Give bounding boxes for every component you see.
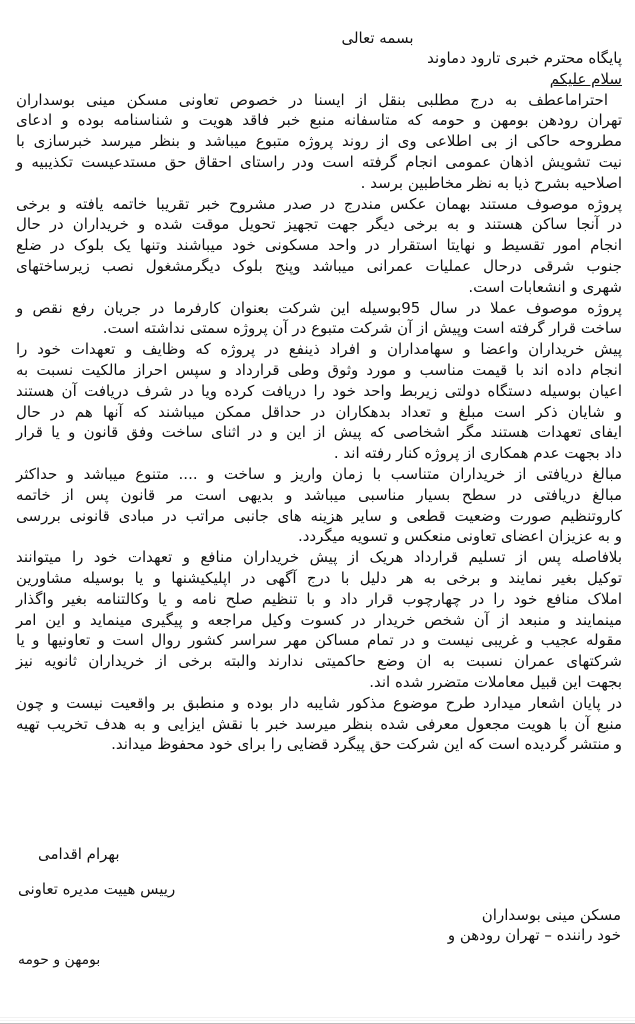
paragraph-line: مینمایند و منبعد از آن شخص خریدار در کسوت وکیل مراجعه و پیگیری مینماید و این امر [16, 610, 622, 629]
organization-line-1: مسکن مینی بوسداران [481, 906, 621, 924]
paragraph [16, 90, 622, 194]
invocation-heading [0, 28, 635, 48]
paragraph-line: نیت تشویش اذهان عمومی انجام گرفته است ودر راستای احقاق حق مستدعیست تکذیبیه و [16, 152, 622, 171]
paragraph-line: و منتشر گردیده است که این شرکت حق پیگرد قضایی را برای خود محفوظ میداند. [111, 735, 622, 754]
paragraph-line: منبع آن با هویت مجعول معرفی شده بنظر میرسد خبر با نقش ایزایی و به هدف تخریب تهیه [16, 714, 622, 733]
paragraph-line: و شایان ذکر است مبلغ و تعداد بدهکاران در حداقل ممکن میباشند که آنها هم در حال [16, 402, 622, 421]
paragraph-line: پیش خریداران واعضا و سهامداران و افراد ذینفع در پروژه که وظایف و تعهدات خود را [16, 340, 622, 359]
paragraph-line: جنوب شرقی درحال عملیات عمرانی میباشد وپنج بلوک دیگرمشغول نصب زیرساختهای [16, 256, 622, 275]
paragraph [16, 194, 622, 298]
paragraph-line: و به عزیزان اعضای تعاونی منعکس و تسویه میگردد. [297, 527, 622, 546]
paragraph-line: بجهت این قبیل معاملات متضرر شده اند. [369, 672, 622, 691]
paragraph-line: احتراماعطف به درج مطلبی بنقل از ایسنا در خصوص تعاونی مسکن مینی بوسداران [16, 90, 608, 109]
paragraph-line: مبالغ دریافتی در سطح بسیار مناسبی میباشد و بدیهی است مر قانون پس از خاتمه [16, 485, 622, 504]
paragraph-line: مطروحه حاکی از بی اطلاعی وی از روند پروژه متبوع میباشد و بنظر میرسد خبرسازی با [16, 132, 622, 151]
paragraph [16, 693, 622, 755]
paragraph-line: پروژه موصوف عملا در سال 95بوسیله این شرکت بعنوان کارفرما در جریان رفع نقص و [16, 298, 622, 317]
paragraph-line: انجام داده اند با قیمت مناسب و مورد وثوق وطی قرارداد و سپس احراز مالکیت نسبت به [16, 360, 622, 379]
paragraph-line: تهران رودهن بومهن و حومه که متاسفانه منبع خبر فاقد هویت و شناسنامه بوده و ادعای [16, 111, 622, 130]
paragraph [16, 298, 622, 340]
paragraph-line: املاک منافع خود را در چهارچوب قرار داد و با تنظیم صلح نامه و یا وکالتنامه بغیر واگذار [16, 589, 622, 608]
paragraph-line: توکیل بغیر نمایند و برخی به هر دلیل با درج آگهی در اپلیکیشنها و یا بوسیله مشاورین [16, 568, 622, 587]
paragraph-line: شرکتهای عمران نسبت به ان وضع حاکمیتی ندارند والبته برخی از خریداران ثانویه نیز [16, 652, 622, 671]
paragraph-line: ایفای تعهدات هستند مگر اشخاصی که پیش از این و در اثنای ساخت وفق قانون و یا قرار [16, 423, 622, 442]
paragraph-line: اعیان بوسیله دستگاه دولتی زیربط واحد خود را دریافت کرده ویا در شرف دریافت آن هستند [16, 381, 622, 400]
paragraph [16, 464, 622, 547]
paragraph [16, 339, 622, 464]
invocation-text: بسمه تعالی [341, 29, 414, 47]
paragraph-line: در آنجا ساکن هستند و به برخی دیگر جهت تجهیز تحویل موقت شده و خریداران در حال [16, 215, 622, 234]
paragraph-line: مبالغ دریافتی از خریداران متناسب با زمان واریز و ساخت و .... متنوع میباشد و حداکثر [16, 464, 622, 483]
organization-line-3: بومهن و حومه [18, 952, 101, 968]
signatory-name: بهرام اقدامی [38, 845, 120, 863]
paragraph-line: اصلاحیه بشرح ذیا به نظر مخاطبین برسد . [360, 173, 622, 192]
paragraph-line: در پایان اشعار میدارد طرح موضوع مذکور شایبه دار بوده و منطبق بر واقعیت نیست و چون [16, 693, 622, 712]
organization-line-2: خود راننده – تهران رودهن و [447, 926, 621, 944]
paragraphs [16, 90, 622, 756]
paragraph-line: شهری و انشعابات است. [468, 277, 622, 296]
letter-body [16, 48, 622, 755]
paragraph-line: انجام امور تقسیط و نهایتا استقرار در واحد مسکونی خود میباشند وتنها یک بلوک در ضلع [16, 236, 622, 255]
paragraph-line: پروژه موصوف مستند بهمان عکس مندرج در صدر مشروح خبر تقریبا خاتمه یافته و برخی [16, 194, 622, 213]
paragraph-line: ساخت قرار گرفته است وپیش از آن شرکت متبوع در آن پروژه سمتی نداشته است. [102, 319, 622, 338]
addressee: پایگاه محترم خبری تارود دماوند [427, 49, 622, 67]
paragraph [16, 547, 622, 693]
bottom-divider [0, 1020, 635, 1021]
bottom-divider [0, 1017, 635, 1018]
greeting [16, 69, 622, 90]
greeting-text: سلام علیکم [549, 69, 622, 88]
signatory-title: رییس هییت مدیره تعاونی [18, 880, 176, 898]
paragraph-line: بلافاصله پس از تسلیم قرارداد هریک از پیش خریداران منافع و تعهدات خود را میتوانند [16, 548, 622, 567]
paragraph-line: کاروتنظیم صورت وضعیت قطعی و سایر هزینه های جانبی مراتب در مبادی قانونی بررسی [16, 506, 622, 525]
paragraph-line: مقوله عجیب و غریبی نیست و در تمام مساکن مهر سراسر کشور روال است و تعاونیها و یا [16, 631, 622, 650]
paragraph-line: داد بجهت عدم همکاری از پروژه کنار رفته اند . [333, 444, 622, 463]
